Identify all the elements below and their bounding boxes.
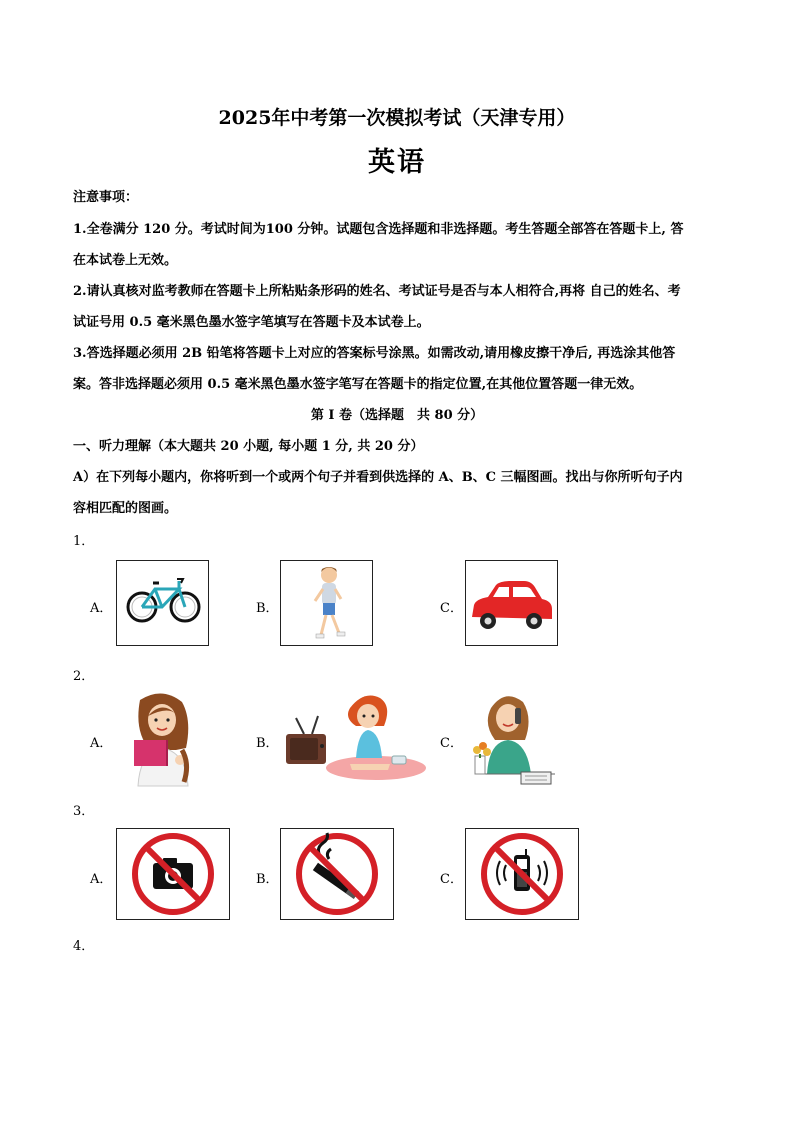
note-line-3: 2.请认真核对监考教师在答题卡上所粘贴条形码的姓名、考试证号是否与本人相符合,再将 自己的姓名、考 xyxy=(73,284,681,299)
bicycle-icon xyxy=(117,561,208,645)
option-label-2c: C． xyxy=(440,736,463,751)
option-label-3c: C． xyxy=(440,872,463,887)
volume-title: 第 I 卷（选择题 共 80 分） xyxy=(310,408,484,423)
option-label-1b: B． xyxy=(256,601,279,616)
note-line-5: 3.答选择题必须用 2B 铅笔将答题卡上对应的答案标号涂黑。如需改动,请用橡皮擦干净后, 再选涂其他答 xyxy=(73,346,676,361)
note-line-6: 案。答非选择题必须用 0.5 毫米黑色墨水签字笔写在答题卡的指定位置,在其他位置答题一律无效。 xyxy=(73,377,643,392)
option-label-2b: B． xyxy=(256,736,279,751)
option-image-1b[interactable] xyxy=(280,560,373,646)
notes-heading: 注意事项： xyxy=(73,190,139,205)
option-label-3b: B． xyxy=(256,872,279,887)
red-car-icon xyxy=(466,561,557,645)
option-label-1a: A． xyxy=(90,601,113,616)
option-image-2c[interactable] xyxy=(465,688,560,790)
option-image-2b[interactable] xyxy=(280,688,430,788)
instruction-line-1: A）在下列每小题内，你将听到一个或两个句子并看到供选择的 A、B、C 三幅图画。找出与你所听句子内 xyxy=(73,470,683,485)
subject-title: 英语 xyxy=(368,147,426,178)
part-title: 一、听力理解（本大题共 20 小题, 每小题 1 分, 共 20 分） xyxy=(73,439,424,454)
option-label-3a: A． xyxy=(90,872,113,887)
note-line-1: 1.全卷满分 120 分。考试时间为100 分钟。试题包含选择题和非选择题。考生答题全部答在答题卡上, 答 xyxy=(73,222,684,237)
note-line-4: 试证号用 0.5 毫米黑色墨水签字笔填写在答题卡及本试卷上。 xyxy=(73,315,430,330)
girl-reading-icon xyxy=(116,690,209,790)
option-image-3a[interactable] xyxy=(116,828,230,920)
no-photography-icon xyxy=(117,829,229,919)
option-image-1c[interactable] xyxy=(465,560,558,646)
option-image-3c[interactable] xyxy=(465,828,579,920)
option-label-1c: C． xyxy=(440,601,463,616)
option-label-2a: A． xyxy=(90,736,113,751)
girl-watching-tv-icon xyxy=(280,688,430,788)
question-number-4: 4． xyxy=(73,939,95,954)
woman-on-phone-icon xyxy=(465,688,560,790)
no-smoking-icon xyxy=(281,829,393,919)
question-number-1: 1． xyxy=(73,534,95,549)
option-image-2a[interactable] xyxy=(116,690,209,790)
note-line-2: 在本试卷上无效。 xyxy=(73,253,178,268)
option-image-3b[interactable] xyxy=(280,828,394,920)
exam-title: 2025年中考第一次模拟考试（天津专用） xyxy=(218,107,576,129)
walking-boy-icon xyxy=(281,561,372,645)
question-number-2: 2． xyxy=(73,669,95,684)
no-phones-icon xyxy=(466,829,578,919)
instruction-line-2: 容相匹配的图画。 xyxy=(73,501,178,516)
option-image-1a[interactable] xyxy=(116,560,209,646)
question-number-3: 3． xyxy=(73,804,95,819)
